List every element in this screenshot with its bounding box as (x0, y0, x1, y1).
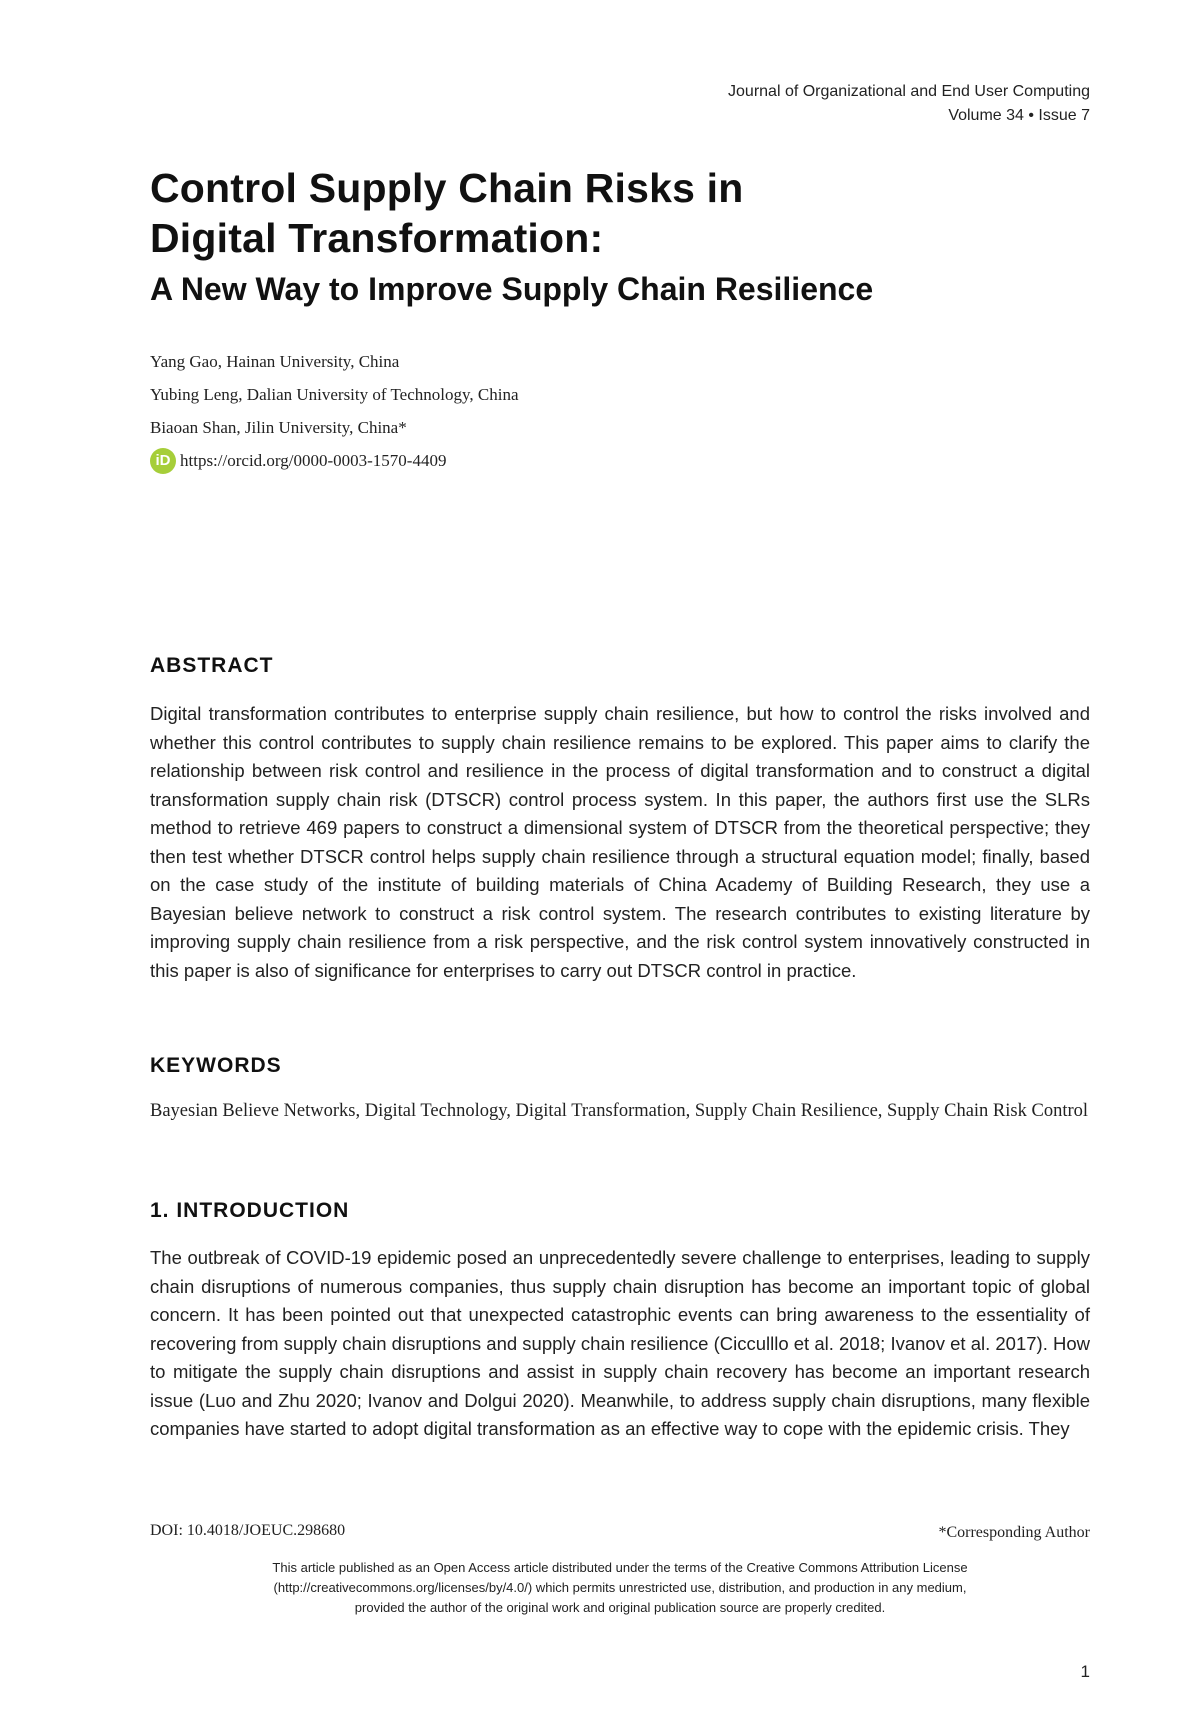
author-list (150, 345, 519, 477)
orcid-icon: iD (150, 448, 176, 474)
page-title-line-2: Digital Transformation: (150, 215, 604, 261)
introduction-text: The outbreak of COVID-19 epidemic posed an unprecedentedly severe challenge to enterprises, leading to supply chain disruptions of numerous companies, thus supply chain disruption has become an important topic of global concern. It has been pointed out that unexpected catastrophic events can bring awareness to the essentiality of recovering from supply chain disruptions and supply chain resilience (Cicculllo et al. 2018; Ivanov et al. 2017). How to mitigate the supply chain disruptions and assist in supply chain recovery has become an important research issue (Luo and Zhu 2020; Ivanov and Dolgui 2020). Meanwhile, to address supply chain disruptions, many flexible companies have started to adopt digital transformation as an effective way to cope with the epidemic crisis. They (150, 1247, 1090, 1439)
keywords-text: Bayesian Believe Networks, Digital Technology, Digital Transformation, Supply Chain Resilience, Supply Chain Risk Control (150, 1101, 1089, 1121)
page-subtitle: A New Way to Improve Supply Chain Resilience (150, 271, 874, 307)
introduction-heading: 1. INTRODUCTION (150, 1199, 350, 1222)
journal-volume-issue: Volume 34 • Issue 7 (948, 107, 1090, 124)
author-1: Yang Gao, Hainan University, China (150, 352, 400, 371)
doi: DOI: 10.4018/JOEUC.298680 (150, 1522, 346, 1539)
title-block (150, 163, 1050, 309)
page-number: 1 (1080, 1662, 1090, 1681)
license-notice (150, 1558, 1090, 1618)
journal-name: Journal of Organizational and End User Computing (728, 83, 1090, 100)
orcid-row (150, 444, 519, 477)
journal-header (728, 80, 1090, 128)
orcid-link[interactable]: https://orcid.org/0000-0003-1570-4409 (180, 451, 447, 470)
author-2: Yubing Leng, Dalian University of Technology, China (150, 385, 519, 404)
license-line-1: This article published as an Open Access article distributed under the terms of the Creative Commons Attribution License (272, 1560, 968, 1575)
license-line-3: provided the author of the original work and original publication source are properly credited. (354, 1600, 886, 1615)
keywords-heading: KEYWORDS (150, 1054, 282, 1077)
abstract-text: Digital transformation contributes to enterprise supply chain resilience, but how to control the risks involved and whether this control contributes to supply chain resilience remains to be explored. This paper aims to clarify the relationship between risk control and resilience in the process of digital transformation and to construct a digital transformation supply chain risk (DTSCR) control process system. In this paper, the authors first use the SLRs method to retrieve 469 papers to construct a dimensional system of DTSCR from the theoretical perspective; they then test whether DTSCR control helps supply chain resilience through a structural equation model; finally, based on the case study of the institute of building materials of China Academy of Building Research, they use a Bayesian believe network to construct a risk control system. The research contributes to existing literature by improving supply chain resilience from a risk perspective, and the risk control system innovatively constructed in this paper is also of significance for enterprises to carry out DTSCR control in practice. (150, 703, 1090, 981)
author-3: Biaoan Shan, Jilin University, China* (150, 418, 407, 437)
abstract-heading: ABSTRACT (150, 654, 274, 677)
page-title-line-1: Control Supply Chain Risks in (150, 165, 744, 211)
license-line-2: (http://creativecommons.org/licenses/by/4.0/) which permits unrestricted use, distribution, and production in any medium, (273, 1580, 967, 1595)
corresponding-author-note: *Corresponding Author (938, 1524, 1090, 1541)
